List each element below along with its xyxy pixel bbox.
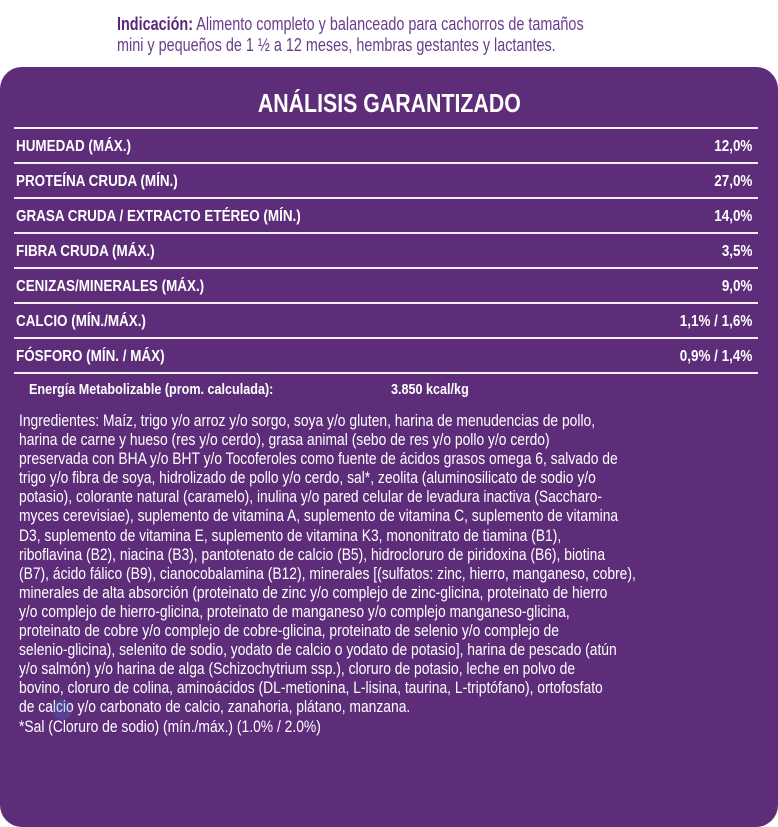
table-rule xyxy=(14,162,758,164)
ingredients-line: bovino, cloruro de colina, aminoácidos (DL-metionina, L-lisina, taurina, L-triptófano), ortofosfato xyxy=(19,678,603,698)
row-value: 27,0% xyxy=(713,173,752,190)
row-value: 0,9% / 1,4% xyxy=(679,348,752,365)
table-rule xyxy=(14,372,758,374)
row-label: FÓSFORO (MÍN. / MÁX) xyxy=(16,348,165,365)
indication-line-2: mini y pequeños de 1 ½ a 12 meses, hembras gestantes y lactantes. xyxy=(117,35,556,55)
indication-line-1-rest: Alimento completo y balanceado para cachorros de tamaños xyxy=(193,14,584,34)
row-value: 3,5% xyxy=(721,243,752,260)
ingredients-line: y/o salmón) y/o harina de alga (Schizochytrium ssp.), cloruro de potasio, leche en polvo de xyxy=(19,659,576,679)
ingredients-line: myces cerevisiae), suplemento de vitamina A, suplemento de vitamina C, suplemento de vitamina xyxy=(19,506,619,526)
ingredients-text xyxy=(19,411,776,736)
ingredients-line: selenio-glicina), selenito de sodio, yodato de calcio o yodato de potasio], harina de pescado (atún xyxy=(19,640,617,660)
table-rule xyxy=(14,232,758,234)
ingredients-line: y/o complejo de hierro-glicina, proteinato de manganeso y/o complejo manganeso-glicina, xyxy=(19,601,570,621)
table-rule xyxy=(14,337,758,339)
row-value: 1,1% / 1,6% xyxy=(679,313,752,330)
row-label: CALCIO (MÍN./MÁX.) xyxy=(16,313,146,330)
indication-text xyxy=(117,14,700,56)
row-label: HUMEDAD (MÁX.) xyxy=(16,138,131,155)
ingredients-line: *Sal (Cloruro de sodio) (mín./máx.) (1.0% / 2.0%) xyxy=(19,716,321,736)
table-rule xyxy=(14,302,758,304)
row-label: PROTEÍNA CRUDA (MÍN.) xyxy=(16,173,178,190)
row-label: FIBRA CRUDA (MÁX.) xyxy=(16,243,155,260)
ingredients-line: de calcio y/o carbonato de calcio, zanahoria, plátano, manzana. xyxy=(19,697,411,717)
ingredients-line: minerales de alta absorción (proteinato de zinc y/o complejo de zinc-glicina, proteinato de hierro xyxy=(19,582,608,602)
ingredients-line: preservada con BHA y/o BHT y/o Tocoferoles como fuente de ácidos grasos omega 6, salvado de xyxy=(19,449,618,469)
energy-label: Energía Metabolizable (prom. calculada): xyxy=(29,381,274,398)
ingredients-line: proteinato de cobre y/o complejo de cobre-glicina, proteinato de selenio y/o complejo de xyxy=(19,621,559,641)
table-rule xyxy=(14,127,758,129)
ingredients-line: harina de carne y hueso (res y/o cerdo), grasa animal (sebo de res y/o pollo y/o cerdo) xyxy=(19,430,550,450)
ingredients-line: D3, suplemento de vitamina E, suplemento de vitamina K3, mononitrato de tiamina (B1), xyxy=(19,525,562,545)
row-value: 12,0% xyxy=(713,138,752,155)
ingredients-line: potasio), colorante natural (caramelo), inulina y/o pared celular de levadura inactiva (Saccharo- xyxy=(19,487,602,507)
ingredients-line: riboflavina (B2), niacina (B3), pantotenato de calcio (B5), hidrocloruro de piridoxina (B6), biotina xyxy=(19,544,606,564)
row-value: 14,0% xyxy=(713,208,752,225)
table-rule xyxy=(14,197,758,199)
ingredients-line: trigo y/o fibra de soya, hidrolizado de pollo y/o cerdo, sal*, zeolita (aluminosilicato de sodio y/o xyxy=(19,468,596,488)
analysis-title-text: ANÁLISIS GARANTIZADO xyxy=(257,88,521,118)
analysis-title xyxy=(0,88,778,118)
indication-lead: Indicación: xyxy=(117,14,194,34)
indication-line-1 xyxy=(117,14,584,35)
row-label: CENIZAS/MINERALES (MÁX.) xyxy=(16,278,205,295)
row-label: GRASA CRUDA / EXTRACTO ETÉREO (MÍN.) xyxy=(16,208,301,225)
ingredients-line: (B7), ácido fálico (B9), cianocobalamina (B12), minerales [(sulfatos: zinc, hierro, manganeso, cobre), xyxy=(19,563,636,583)
energy-value: 3.850 kcal/kg xyxy=(391,381,469,398)
table-rule xyxy=(14,267,758,269)
row-value: 9,0% xyxy=(721,278,752,295)
ingredients-line: Ingredientes: Maíz, trigo y/o arroz y/o sorgo, soya y/o gluten, harina de menudencias de pollo, xyxy=(19,411,596,430)
